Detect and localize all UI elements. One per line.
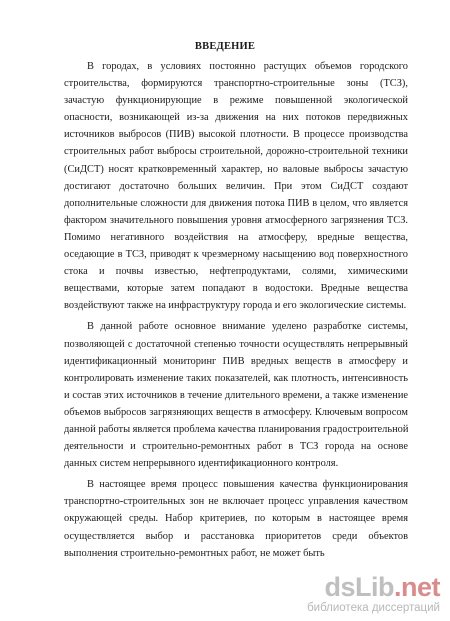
text-line: строительства, формируются транспортно-строительные зоны (ТСЗ), xyxy=(64,78,408,90)
text-line: зачастую функционирующие в режиме повышенной экологической xyxy=(64,95,408,107)
text-line: дополнительные сложности для движения потока ПИВ в целом, что является xyxy=(64,197,408,209)
text-line: и состав этих источников в течение длительного времени, а также изменение xyxy=(64,389,408,401)
text-line: В данной работе основное внимание уделено разработке системы, xyxy=(87,321,408,333)
text-line: опасности, возникающей из-за движения на них потоков передвижных xyxy=(64,112,408,124)
watermark-subtitle: библиотека диссертаций xyxy=(307,602,440,614)
text-line: идентификационный мониторинг ПИВ вредных веществ в атмосферу и xyxy=(64,355,408,367)
text-line: воздействуют также на инфраструктуру города и его экологические системы. xyxy=(64,300,407,312)
text-line: Помимо негативного воздействия на атмосферу, вредные вещества, xyxy=(64,231,408,243)
text-line: данных систем непрерывного идентификационного контроля. xyxy=(64,458,339,470)
text-line: (СиДСТ) носят кратковременный характер, но валовые выбросы зачастую xyxy=(64,163,408,175)
text-line: фактором значительного повышения уровня атмосферного загрязнения ТСЗ. xyxy=(64,214,408,226)
watermark-logo-accent: .net xyxy=(393,572,440,602)
watermark-logo-main: dsLib xyxy=(324,572,394,602)
text-line: позволяющей с достаточной степенью точности осуществлять непрерывный xyxy=(64,338,408,350)
text-line: транспортно-строительных зон не включает процесс управления качеством xyxy=(64,496,408,508)
text-line: контролировать изменение таких показателей, как плотность, интенсивность xyxy=(64,372,408,384)
text-line: строительных работ выбросы строительной, дорожно-строительной техники xyxy=(64,146,408,158)
watermark-logo xyxy=(240,573,440,601)
text-line: стока и почвы известью, нефтепродуктами, солями, химическими xyxy=(64,266,408,278)
text-line: источников выбросов (ПИВ) высокой плотности. В процессе производства xyxy=(64,129,408,141)
text-line: осуществляется выбор и расстановка приоритетов среди объектов xyxy=(64,530,408,542)
text-line: деятельности и строительно-ремонтных работ в ТСЗ города на основе xyxy=(64,441,408,453)
text-line: достигают достаточно больших величин. При этом СиДСТ создают xyxy=(64,180,408,192)
body-text xyxy=(64,58,408,562)
text-line: данной работы является проблема качества планирования градостроительной xyxy=(64,423,408,435)
text-line: объемов выбросов загрязняющих веществ в атмосферу. Ключевым вопросом xyxy=(64,406,408,418)
page-title: ВВЕДЕНИЕ xyxy=(194,41,256,52)
text-line: В настоящее время процесс повышения качества функционирования xyxy=(87,479,408,491)
text-line: выполнения строительно-ремонтных работ, не может быть xyxy=(64,547,325,559)
text-line: веществами, которые затем попадают в водостоки. Вредные вещества xyxy=(64,283,408,295)
text-line: В городах, в условиях постоянно растущих объемов городского xyxy=(87,61,408,72)
watermark xyxy=(240,573,440,615)
text-line: окружающей среды. Набор критериев, по которым в настоящее время xyxy=(64,513,408,525)
text-line: оседающие в ТСЗ, приводят к чрезмерному насыщению вод поверхностного xyxy=(64,249,408,261)
